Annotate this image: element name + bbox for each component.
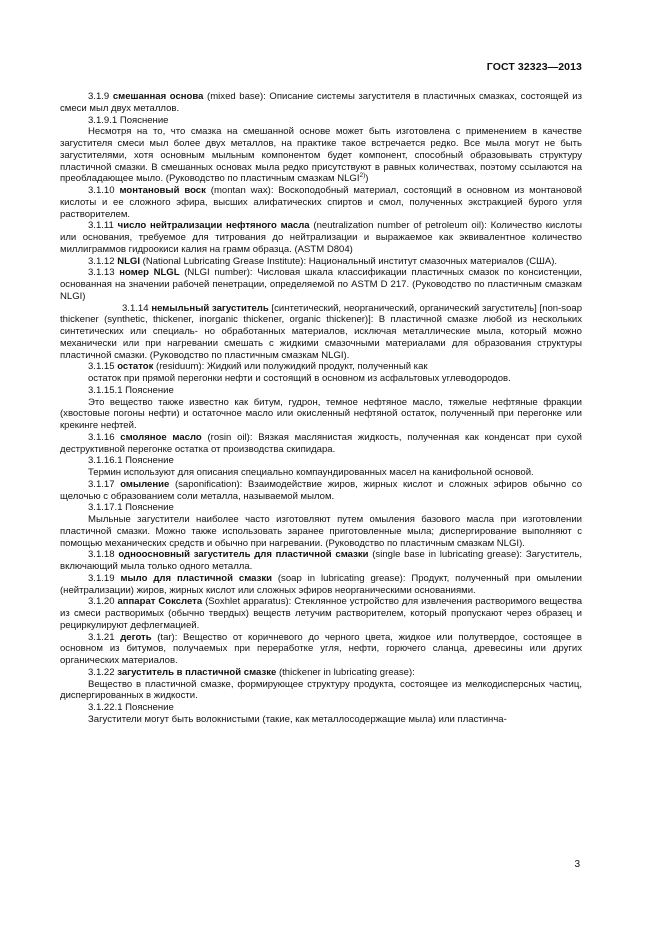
term-number: 3.1.15 [88, 361, 115, 373]
term-3-1-20 [60, 596, 582, 631]
term-name: остаток [117, 361, 154, 373]
term-number: 3.1.18 [88, 549, 115, 561]
term-definition: (saponification): Взаимодействие жиров, жирных кислот и сложных эфиров обычно со щелочью с образованием соли металла, называемой мылом. [60, 478, 583, 502]
term-number: 3.1.17 [88, 478, 115, 490]
term-3-1-15-continuation: остаток при прямой перегонки нефти и состоящий в основном из асфальтовых углеводородов. [88, 373, 511, 384]
note-text: Несмотря на то, что смазка на смешанной основе может быть изготовлена с применением в качестве загустителя смеси мыл более двух металлов, на практике такое встречается редко. Все мыла могут не быть загустителями, хотя основным мыльным компонентом будет компонент, способный образовывать структуру пластичной смазки. В смешанных основах мыла редко присутствуют в равных количествах, поэтому ссылаются на преобладающее мыло. (Руководство по пластичным смазкам NLGI [60, 126, 582, 185]
term-definition: (National Lubricating Grease Institute): Национальный институт смазочных материалов (США). [140, 255, 558, 267]
term-definition: [синтетический, неорганический, органический загуститель] [non-soap thickener (synthetic, thickener, inorganic thickener, organic thickener)]: В пластичной смазке любой из нескольких синтетических или специаль- но обработанных материалов, исключая металлические мыла, который можно механически или при нагревании смешать с жидкими смазочными материалами для образования структуры пластичной смазки. (Руководство по пластичным смазкам NLGI). [60, 302, 582, 361]
term-number: 3.1.13 [88, 267, 115, 279]
term-3-1-21 [60, 632, 582, 667]
term-name: мыло для пластичной смазки [120, 572, 272, 584]
note-text-3-1-9-1 [60, 126, 582, 185]
term-definition: (soap in lubricating grease): Продукт, полученный при омылении (нейтрализации) жиров, жирных кислот или сложных эфиров неорганическими основаниями. [60, 572, 582, 596]
term-3-1-16 [60, 432, 582, 456]
term-name: аппарат Сокслета [117, 596, 203, 608]
footnote-ref: 2) [359, 172, 366, 180]
term-3-1-12 [60, 256, 582, 268]
note-heading-3-1-9-1: 3.1.9.1 Пояснение [88, 114, 169, 126]
term-name: загуститель в пластичной смазке [117, 666, 277, 678]
note-heading-3-1-17-1: 3.1.17.1 Пояснение [88, 502, 174, 514]
term-3-1-15 [60, 361, 582, 373]
note-heading-3-1-16-1: 3.1.16.1 Пояснение [88, 455, 174, 467]
note-text-3-1-16-1: Термин используют для описания специально компаундированных масел на канифольной основой. [88, 467, 534, 478]
term-definition: (single base in lubricating grease): Загуститель, включающий мыла только одного металла. [60, 549, 582, 572]
term-number: 3.1.21 [88, 631, 115, 643]
term-number: 3.1.14 [122, 302, 149, 314]
term-3-1-9 [60, 91, 582, 115]
term-name: деготь [120, 631, 152, 643]
term-3-1-10 [60, 185, 582, 220]
note-heading-3-1-15-1: 3.1.15.1 Пояснение [88, 384, 174, 396]
term-name: номер NLGL [119, 267, 180, 279]
term-name: смоляное масло [120, 431, 202, 443]
term-3-1-22 [60, 667, 582, 679]
note-text-3-1-22-1: Загустители могут быть волокнистыми (такие, как металлосодержащие мыла) или пластинча- [88, 713, 507, 725]
document-body [60, 91, 582, 726]
term-3-1-22-body: Вещество в пластичной смазке, формирующее структуру продукта, состоящее из мелкодисперсных частиц, диспергированных в жидкости. [60, 678, 582, 702]
term-number: 3.1.22 [88, 666, 115, 678]
term-3-1-11 [60, 220, 582, 255]
term-definition: (mixed base): Описание системы загустителя в пластичных смазках, состоящей из смеси мыл двух металлов. [60, 91, 582, 114]
term-name: омыление [120, 478, 170, 490]
note-text-3-1-17-1: Мыльные загустители наиболее часто изготовляют путем омыления базового масла при изготовлении пластичной смазки. Можно также использовать заранее приготовленные мыла; диспергирование выполняют с помощью механических средств и обычно при нагревании. (Руководство по пластичным смазкам NLGI). [60, 514, 582, 549]
term-number: 3.1.19 [88, 572, 115, 584]
term-number: 3.1.11 [88, 220, 114, 232]
term-3-1-19 [60, 573, 582, 597]
note-text-3-1-15-1: Это вещество также известно как битум, гудрон, темное нефтяное масло, тяжелые нефтяные фракции (хвостовые погоны нефти) и остаточное масло или окисленный нефтяной остаток, полученный при перегонке или крекинге нефтей. [60, 396, 582, 431]
term-name: монтановый воск [119, 185, 206, 196]
note-tail: ) [365, 173, 369, 185]
term-definition: (Soxhlet apparatus): Стеклянное устройство для извлечения растворимого вещества из смеси растворимых (обычно твердых) веществ летучим растворителем, который пропускают через образец и рециркулируют дефлегмацией. [60, 596, 583, 631]
term-number: 3.1.10 [88, 185, 115, 196]
term-name: NLGI [117, 255, 141, 267]
term-name: одноосновный загуститель для пластичной смазки [118, 549, 369, 561]
term-definition: (tar): Вещество от коричневого до черного цвета, жидкое или полутвердое, состоящее в основном из битумов, получаемых при переработке угля, нефти, горючего сланца, древесины или других органических материалов. [60, 631, 583, 666]
term-number: 3.1.16 [88, 431, 115, 443]
term-3-1-14 [60, 303, 582, 362]
term-number: 3.1.9 [88, 91, 110, 102]
term-definition: (NLGI number): Числовая шкала классификации пластичных смазок по консистенции, основанная на значении рабочей пенетрации, определяемой по ASTM D 217. (Руководство по пластичным смазкам NLGI) [60, 267, 583, 302]
term-number: 3.1.12 [88, 255, 115, 267]
standard-header: ГОСТ 32323—2013 [486, 61, 582, 73]
term-3-1-13 [60, 267, 582, 302]
term-definition: (thickener in lubricating grease): [276, 666, 415, 678]
term-definition: (neutralization number of petroleum oil): Количество кислоты или основания, требуемое для титрования до нейтрализации и выражаемое как эквивалентное количество миллиграммов гидроокиси калия на грамм образца. (ASTM D804) [60, 220, 583, 255]
term-name: смешанная основа [112, 91, 204, 102]
term-definition: (montan wax): Воскоподобный материал, состоящий в основном из монтановой кислоты и ее сложного эфира, высших алифатических спиртов и смол, полученных экстракцией бурого угля растворителем. [60, 185, 583, 220]
term-definition: (rosin oil): Вязкая маслянистая жидкость, полученная как конденсат при сухой деструктивной перегонке остатка от производства скипидара. [60, 431, 582, 455]
term-3-1-17 [60, 479, 582, 503]
term-3-1-18 [60, 549, 582, 573]
term-name: число нейтрализации нефтяного масла [117, 220, 310, 232]
page-number: 3 [574, 859, 580, 870]
term-definition: (residuum): Жидкий или полужидкий продукт, полученный как [153, 361, 428, 373]
term-name: немыльный загуститель [151, 302, 269, 314]
term-number: 3.1.20 [88, 596, 115, 608]
note-heading-3-1-22-1: 3.1.22.1 Пояснение [88, 702, 174, 713]
